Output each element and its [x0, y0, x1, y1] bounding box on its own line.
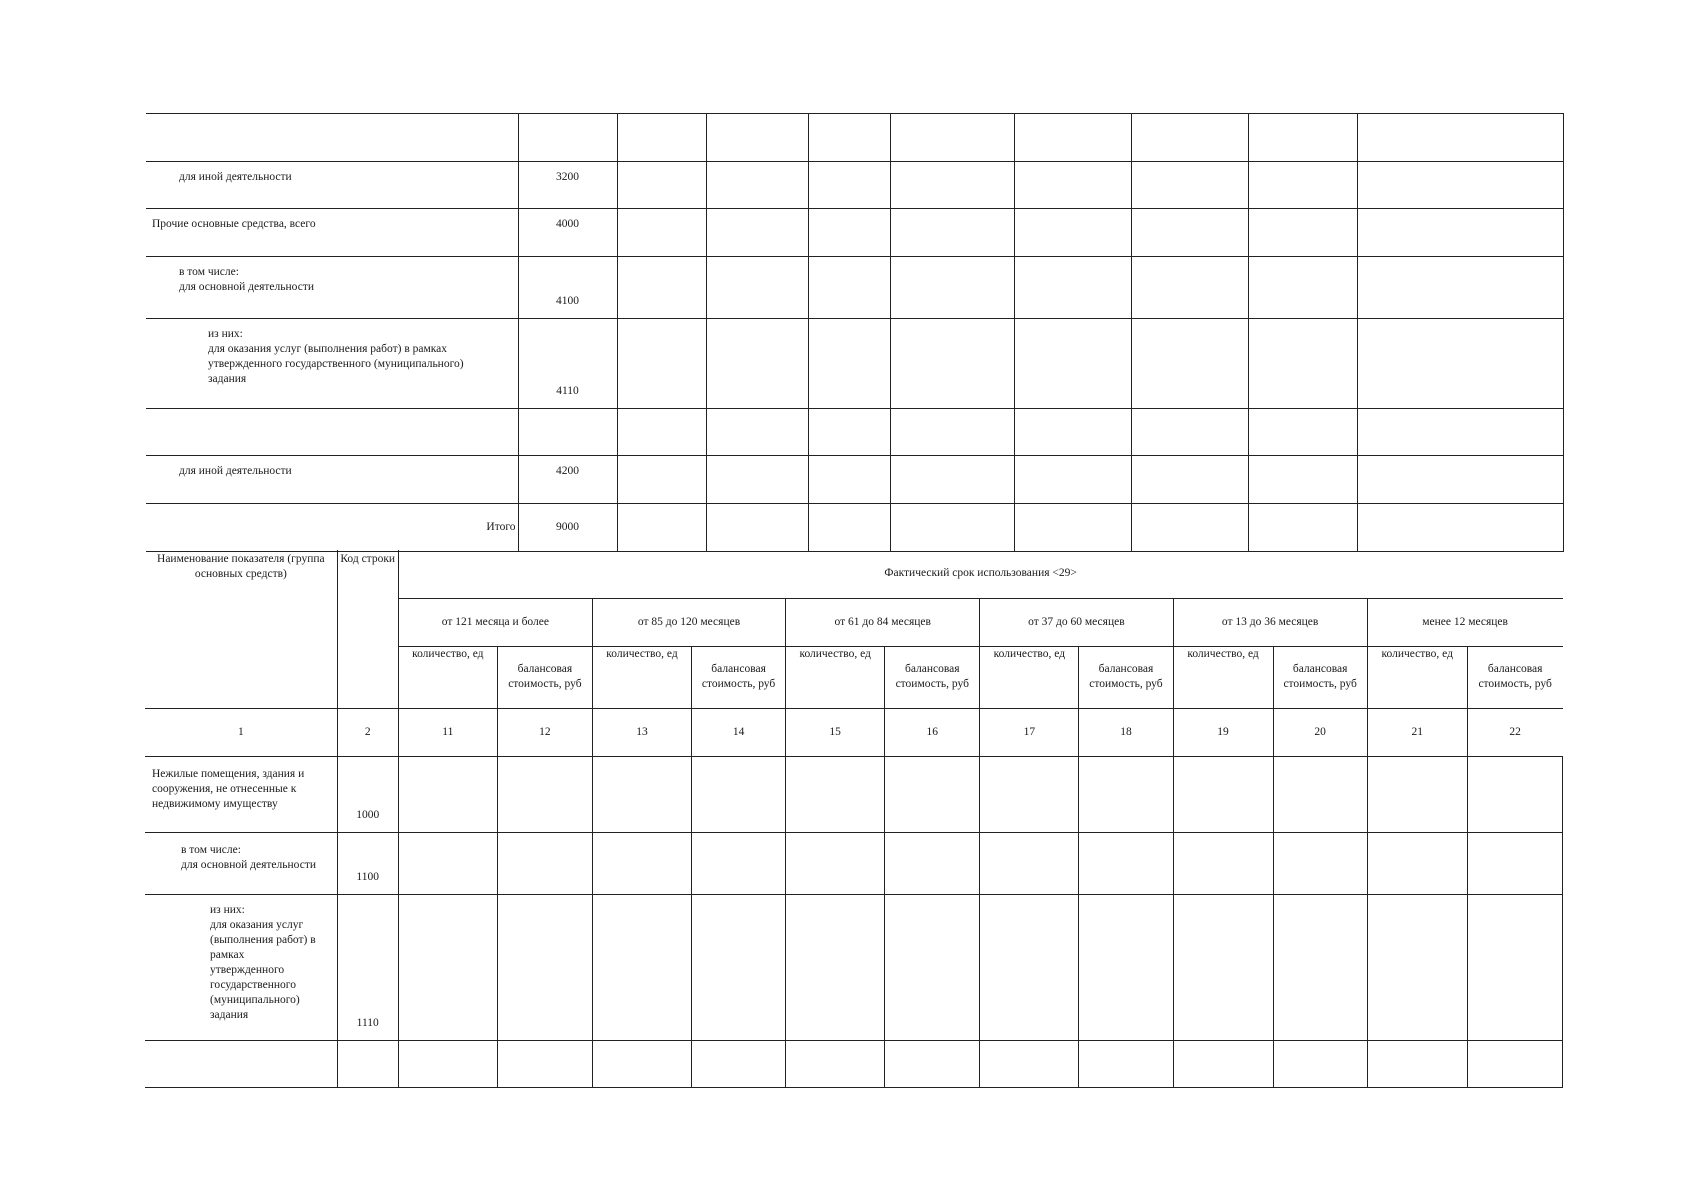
- row-name: Нежилые помещения, здания и сооружения, не отнесенные к недвижимому имуществу: [145, 756, 337, 832]
- col-number: 17: [980, 708, 1079, 756]
- row-name: [146, 319, 518, 409]
- table-row: [146, 114, 1563, 162]
- row-code: 4200: [518, 456, 617, 504]
- row-code: 4000: [518, 209, 617, 257]
- table-row: [146, 319, 1563, 409]
- row-name: [145, 894, 337, 1040]
- header-qty: количество, ед: [398, 646, 497, 708]
- header-cost: балансовая стоимость, руб: [692, 646, 786, 708]
- col-number: 1: [145, 708, 337, 756]
- header-qty: количество, ед: [980, 646, 1079, 708]
- col-number: 18: [1079, 708, 1173, 756]
- table-row: [146, 456, 1563, 504]
- row-name: Прочие основные средства, всего: [146, 209, 518, 257]
- header-period: от 13 до 36 месяцев: [1173, 598, 1367, 646]
- table-row: [145, 894, 1563, 1040]
- row-code: 4100: [518, 257, 617, 319]
- header-period: менее 12 месяцев: [1367, 598, 1562, 646]
- header-qty: количество, ед: [1367, 646, 1467, 708]
- row-name-line: задания: [208, 373, 247, 385]
- col-number: 13: [592, 708, 691, 756]
- row-name: для иной деятельности: [146, 456, 518, 504]
- table-row: [146, 209, 1563, 257]
- bottom-table: [145, 550, 1563, 1088]
- row-name: для иной деятельности: [146, 162, 518, 209]
- col-number: 20: [1273, 708, 1367, 756]
- table-row: [146, 504, 1563, 552]
- header-period: от 121 месяца и более: [398, 598, 592, 646]
- table-row: [145, 1040, 1563, 1087]
- table-row: [146, 409, 1563, 456]
- row-name: [146, 114, 518, 162]
- row-code: [337, 1040, 398, 1087]
- row-code: 4110: [518, 319, 617, 409]
- row-name-line: из них:: [210, 903, 245, 916]
- total-label: Итого: [146, 504, 518, 552]
- row-name-line: для основной деятельности: [181, 858, 316, 871]
- header-qty: количество, ед: [786, 646, 885, 708]
- header-cost: балансовая стоимость, руб: [1467, 646, 1562, 708]
- header-group-title: Фактический срок использования <29>: [398, 550, 1562, 598]
- table-row: [145, 832, 1563, 894]
- row-code: 1100: [337, 832, 398, 894]
- row-name-line: в том числе:: [181, 843, 241, 856]
- row-name: [146, 409, 518, 456]
- row-name-line: утвержденного государственного (муниципального): [208, 358, 464, 370]
- header-period: от 61 до 84 месяцев: [786, 598, 980, 646]
- row-name-line: для оказания услуг (выполнения работ) в рамках утвержденного государственного (муниципального) задания: [210, 918, 316, 1021]
- header-cost: балансовая стоимость, руб: [1273, 646, 1367, 708]
- row-name-line: из них:: [208, 328, 243, 340]
- col-number: 16: [885, 708, 980, 756]
- col-number: 12: [497, 708, 592, 756]
- col-number: 19: [1173, 708, 1273, 756]
- header-cost: балансовая стоимость, руб: [885, 646, 980, 708]
- row-name-line: в том числе:: [179, 266, 239, 278]
- col-number: 11: [398, 708, 497, 756]
- table-row: [146, 162, 1563, 209]
- col-number: 2: [337, 708, 398, 756]
- header-row: [145, 550, 1563, 598]
- row-name-line: для оказания услуг (выполнения работ) в рамках: [208, 343, 448, 355]
- row-code: [518, 409, 617, 456]
- col-number: 21: [1367, 708, 1467, 756]
- row-code: 1000: [337, 756, 398, 832]
- row-name: [146, 257, 518, 319]
- col-number: 22: [1467, 708, 1562, 756]
- table-row: [146, 257, 1563, 319]
- header-qty: количество, ед: [592, 646, 691, 708]
- row-name: [145, 832, 337, 894]
- col-number: 14: [692, 708, 786, 756]
- header-col-name: Наименование показателя (группа основных средств): [145, 550, 337, 708]
- row-name-line: для основной деятельности: [179, 281, 314, 293]
- header-period: от 37 до 60 месяцев: [980, 598, 1173, 646]
- top-table: [146, 113, 1564, 552]
- row-code: 3200: [518, 162, 617, 209]
- header-qty: количество, ед: [1173, 646, 1273, 708]
- header-period: от 85 до 120 месяцев: [592, 598, 785, 646]
- header-cost: балансовая стоимость, руб: [497, 646, 592, 708]
- table-row: [145, 756, 1563, 832]
- row-code: [518, 114, 617, 162]
- column-numbers-row: [145, 708, 1563, 756]
- header-col-code: Код строки: [337, 550, 398, 708]
- col-number: 15: [786, 708, 885, 756]
- row-code: 9000: [518, 504, 617, 552]
- header-cost: балансовая стоимость, руб: [1079, 646, 1173, 708]
- row-name: [145, 1040, 337, 1087]
- row-code: 1110: [337, 894, 398, 1040]
